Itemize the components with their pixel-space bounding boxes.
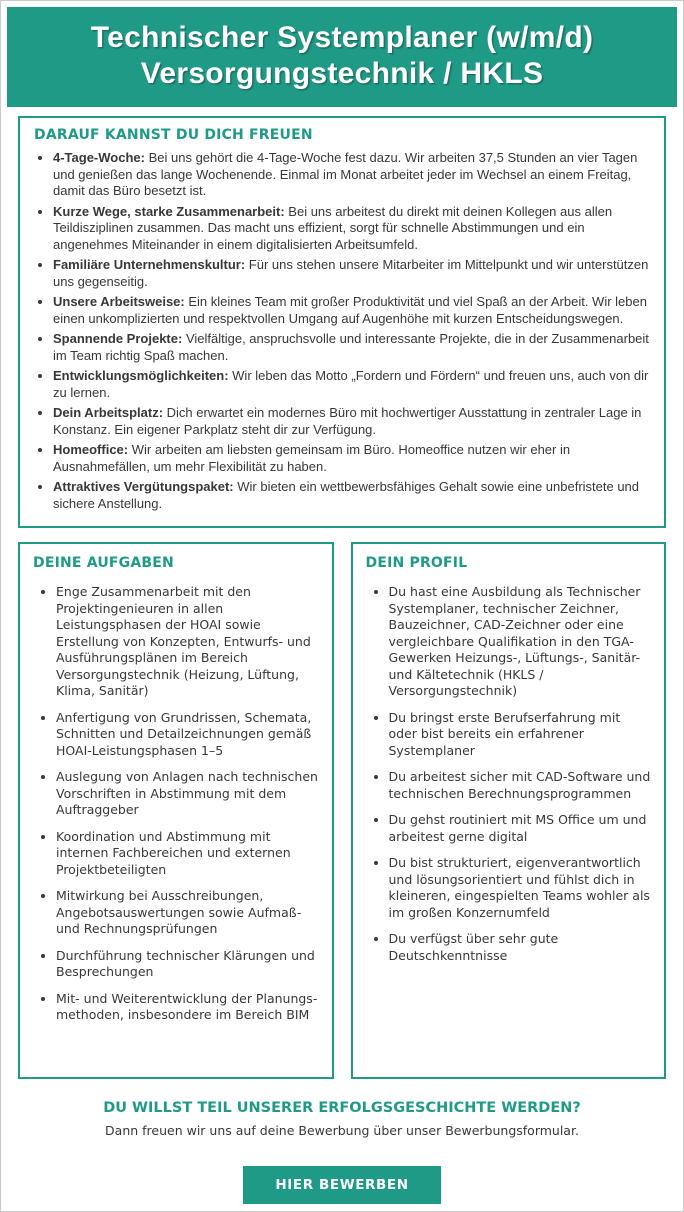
benefit-item <box>53 368 650 401</box>
benefit-text: Ein kleines Team mit großer Produktivität und viel Spaß an der Arbeit. Wir leben einen unkomplizierten und respektvollen Umgang auf Augenhöhe mit kurzen Entscheidungswegen. <box>53 294 647 326</box>
benefit-label: Familiäre Unternehmenskultur: <box>53 257 246 272</box>
profile-section <box>351 542 667 1079</box>
benefit-label: 4-Tage-Woche: <box>53 150 145 165</box>
columns-row <box>18 542 666 1079</box>
profile-list <box>366 584 652 964</box>
benefits-heading: DARAUF KANNST DU DICH FREUEN <box>34 127 313 143</box>
tasks-heading: DEINE AUFGABEN <box>33 555 174 571</box>
benefit-text: Bei uns arbeitest du direkt mit deinen Kollegen aus allen Teildisziplinen zusammen. Das macht uns effizient, sorgt für schnelle Abstimmungen und ein angenehmes Miteinander in einem digitalisierten Arbeitsumfeld. <box>53 203 613 252</box>
tasks-section <box>18 542 334 1079</box>
benefit-label: Spannende Projekte: <box>53 331 183 346</box>
benefit-text: Wir leben das Motto „Fordern und Fördern“ und freuen uns, auch von dir zu lernen. <box>53 368 649 400</box>
profile-item: • Du arbeitest sicher mit CAD-Software und technischen Berechnungsprogrammen <box>389 769 652 802</box>
task-item: • Enge Zusammenarbeit mit den Projektingenieuren in allen Leistungsphasen der HOAI sowie Erstellung von Konzepten, Entwurfs- und Ausführungsplänen im Bereich Versorgungstechnik (Heizung, Lüftung, Klima, Sanitär) <box>56 584 319 700</box>
profile-item: • Du verfügst über sehr gute Deutschkenntnisse <box>389 931 652 964</box>
header-banner <box>7 7 677 107</box>
apply-button[interactable]: HIER BEWERBEN <box>243 1166 440 1204</box>
benefit-item <box>53 442 650 475</box>
benefit-text: Bei uns gehört die 4-Tage-Woche fest dazu. Wir arbeiten 37,5 Stunden an vier Tagen und genießen das lange Wochenende. Einmal im Monat arbeitet jeder im Wechsel an einem Freitag, damit das Büro besetzt ist. <box>53 150 638 198</box>
task-item: • Anfertigung von Grundrissen, Schemata, Schnitten und Detailzeichnungen gemäß HOAI-Leistungsphasen 1–5 <box>56 710 319 760</box>
benefit-text: Wir arbeiten am liebsten gemeinsam im Büro. Homeoffice nutzen wir eher in Ausnahmefällen, um mehr Flexibilität zu haben. <box>53 442 571 474</box>
page-title-line1: Technischer Systemplaner (w/m/d) <box>90 21 594 54</box>
cta-text: Dann freuen wir uns auf deine Bewerbung über unser Bewerbungsformular. <box>105 1123 579 1138</box>
profile-heading: DEIN PROFIL <box>365 555 468 571</box>
profile-item: • Du bist strukturiert, eigenverantwortlich und lösungsorientiert und fühlst dich in kleineren, eingespielten Teams wohler als im großen Konzernumfeld <box>389 855 652 921</box>
benefit-label: Kurze Wege, starke Zusammenarbeit: <box>53 203 285 219</box>
benefit-label: Unsere Arbeitsweise: <box>53 294 185 309</box>
benefit-item <box>53 150 650 200</box>
task-item: • Koordination und Abstimmung mit internen Fachbereichen und externen Projektbeteiligten <box>56 829 319 879</box>
task-item: • Auslegung von Anlagen nach technischen Vorschriften in Abstimmung mit dem Auftraggeber <box>56 769 319 819</box>
page-title-line2: Versorgungstechnik / HKLS <box>140 57 544 90</box>
benefit-label: Dein Arbeitsplatz: <box>53 405 164 420</box>
cta-heading: DU WILLST TEIL UNSERER ERFOLGSGESCHICHTE WERDEN? <box>103 1100 581 1116</box>
benefit-item <box>53 331 650 364</box>
benefit-item <box>53 204 650 254</box>
task-item: • Durchführung technischer Klärungen und Besprechungen <box>56 948 319 981</box>
profile-item: • Du bringst erste Berufserfahrung mit oder bist bereits ein erfahrener Systemplaner <box>389 710 652 760</box>
task-item: • Mitwirkung bei Ausschreibungen, Angebotsauswertungen sowie Aufmaß- und Rechnungsprüfungen <box>56 888 319 938</box>
benefit-item <box>53 479 650 512</box>
profile-item: • Du gehst routiniert mit MS Office um und arbeitest gerne digital <box>389 812 652 845</box>
task-item: • Mit- und Weiterentwicklung der Planungsmethoden, insbesondere im Bereich BIM <box>56 991 319 1024</box>
benefit-label: Homeoffice: <box>53 442 129 457</box>
footer-cta <box>7 1100 677 1204</box>
benefit-text: Dich erwartet ein modernes Büro mit hochwertiger Ausstattung in zentraler Lage in Konstanz. Ein eigener Parkplatz steht dir zur Verfügung. <box>53 405 642 437</box>
benefit-item <box>53 294 650 327</box>
benefits-section <box>18 116 666 528</box>
benefit-item <box>53 405 650 438</box>
profile-item: • Du hast eine Ausbildung als Technischer Systemplaner, technischer Zeichner, Bauzeichner, CAD-Zeichner oder eine vergleichbare Qualifikation in den TGA-Gewerken Heizungs-, Lüftungs-, Sanitär- und Kältetechnik (HKLS / Versorgungstechnik) <box>389 584 652 700</box>
benefit-text: Vielfältige, anspruchsvolle und interessante Projekte, die in der Zusammenarbeit im Team richtig Spaß machen. <box>53 331 649 363</box>
tasks-list <box>33 584 319 1024</box>
benefit-label: Entwicklungsmöglichkeiten: <box>53 368 229 383</box>
benefit-text: Wir bieten ein wettbewerbsfähiges Gehalt sowie eine unbefristete und sichere Anstellung. <box>53 479 640 511</box>
benefit-text: Für uns stehen unsere Mitarbeiter im Mittelpunkt und wir unterstützen uns gegenseitig. <box>53 257 649 289</box>
benefit-label: Attraktives Vergütungspaket: <box>53 479 234 494</box>
benefit-item <box>53 257 650 290</box>
benefits-list <box>34 150 650 512</box>
